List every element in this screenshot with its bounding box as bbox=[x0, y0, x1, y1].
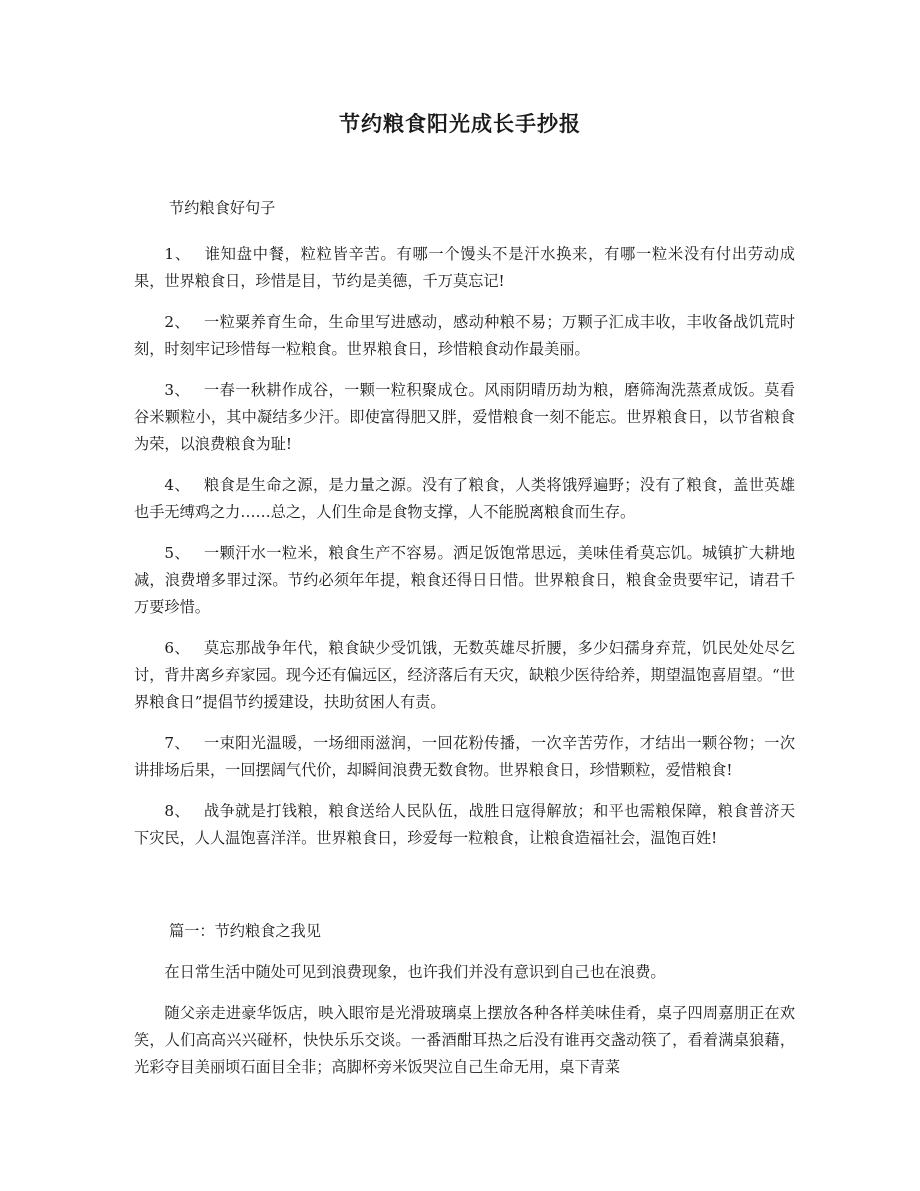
item-text: 一春一秋耕作成谷，一颗一粒积聚成仓。风雨阴晴历劫为粮，磨筛淘洗蒸煮成饭。莫看谷米颗粒小，其中凝结多少汗。即使富得肥又胖，爱惜粮食一刻不能忘。世界粮食日，以节省粮食为荣，以浪费粮食为耻! bbox=[134, 381, 795, 453]
list-item bbox=[134, 540, 795, 621]
item-number: 3、 bbox=[164, 381, 190, 399]
item-text: 一束阳光温暖，一场细雨滋润，一回花粉传播，一次辛苦劳作，才结出一颗谷物；一次讲排场后果，一回摆阔气代价，却瞬间浪费无数食物。世界粮食日，珍惜颗粒，爱惜粮食! bbox=[134, 734, 795, 779]
paragraph: 随父亲走进豪华饭店，映入眼帘是光滑玻璃桌上摆放各种各样美味佳肴，桌子四周嘉朋正在欢笑，人们高高兴兴碰杯，快快乐乐交谈。一番酒酣耳热之后没有谁再交盏动筷了，看着满桌狼藉，光彩夺目美丽顷石面目全非；高脚杯旁米饭哭泣自己生命无用，桌下青菜 bbox=[134, 1004, 795, 1076]
page-title: 节约粮食阳光成长手抄报 bbox=[339, 111, 581, 136]
document-body bbox=[134, 195, 795, 1095]
item-number: 4、 bbox=[164, 476, 190, 494]
item-text: 一颗汗水一粒米，粮食生产不容易。洒足饭饱常思远，美味佳肴莫忘饥。城镇扩大耕地减，浪费增多罪过深。节约必须年年提，粮食还得日日惜。世界粮食日，粮食金贵要牢记，请君千万要珍惜。 bbox=[134, 544, 795, 616]
list-item bbox=[134, 472, 795, 526]
list-item bbox=[134, 798, 795, 852]
list-item bbox=[134, 309, 795, 363]
section-spacer bbox=[134, 866, 795, 918]
item-number: 7、 bbox=[164, 734, 190, 752]
list-item bbox=[134, 241, 795, 295]
item-text: 谁知盘中餐，粒粒皆辛苦。有哪一个馒头不是汗水换来，有哪一粒米没有付出劳动成果，世界粮食日，珍惜是目，节约是美德，千万莫忘记! bbox=[134, 245, 795, 290]
section-heading: 篇一：节约粮食之我见 bbox=[169, 922, 321, 940]
item-text: 战争就是打钱粮，粮食送给人民队伍，战胜日寇得解放；和平也需粮保障，粮食普济天下灾民，人人温饱喜洋洋。世界粮食日，珍爱每一粒粮食，让粮食造福社会，温饱百姓! bbox=[134, 802, 795, 847]
item-text: 一粒粟养育生命，生命里写进感动，感动种粮不易；万颗子汇成丰收，丰收备战饥荒时刻，时刻牢记珍惜每一粒粮食。世界粮食日，珍惜粮食动作最美丽。 bbox=[134, 313, 795, 358]
list-item bbox=[134, 730, 795, 784]
item-text: 粮食是生命之源，是力量之源。没有了粮食，人类将饿殍遍野；没有了粮食，盖世英雄也手无缚鸡之力……总之，人们生命是食物支撑，人不能脱离粮食而生存。 bbox=[134, 476, 795, 521]
list-item bbox=[134, 635, 795, 716]
list-item bbox=[134, 377, 795, 458]
item-number: 5、 bbox=[164, 544, 190, 562]
item-number: 6、 bbox=[164, 639, 190, 657]
item-number: 8、 bbox=[164, 802, 190, 820]
item-text: 莫忘那战争年代，粮食缺少受饥饿，无数英雄尽折腰，多少妇孺身弃荒，饥民处处尽乞讨，背井离乡弃家园。现今还有偏远区，经济落后有天灾，缺粮少医待给养，期望温饱喜眉望。“世界粮食日”提倡节约援建设，扶助贫困人有责。 bbox=[134, 639, 795, 711]
paragraph: 在日常生活中随处可见到浪费现象，也许我们并没有意识到自己也在浪费。 bbox=[164, 963, 666, 981]
item-number: 2、 bbox=[164, 313, 190, 331]
section-heading: 节约粮食好句子 bbox=[169, 199, 276, 217]
item-number: 1、 bbox=[164, 245, 191, 263]
